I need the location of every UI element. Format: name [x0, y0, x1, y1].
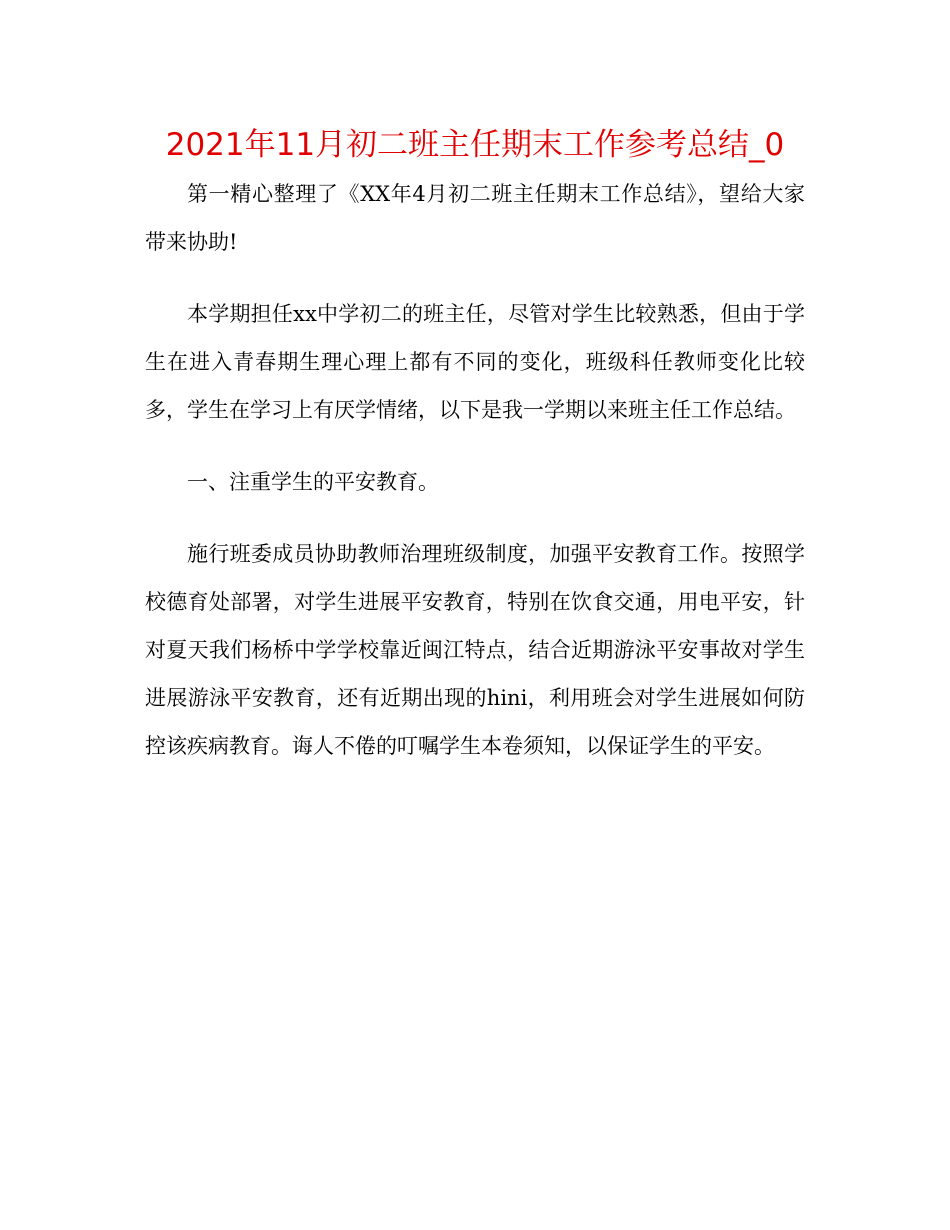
section-heading-safety: 一、注重学生的平安教育。 — [187, 470, 439, 494]
paragraph-intro: 第一精心整理了《XX年4月初二班主任期末工作总结》，望给大家带来协助! — [145, 182, 805, 254]
document-body — [145, 170, 805, 794]
paragraph-safety: 施行班委成员协助教师治理班级制度，加强平安教育工作。按照学校德育处部署，对学生进展平安教育，特别在饮食交通，用电平安，针对夏天我们杨桥中学学校靠近闽江特点，结合近期游泳平安事故对学生进展游泳平安教育，还有近期出现的hini，利用班会对学生进展如何防控该疾病教育。诲人不倦的叮嘱学生本卷须知，以保证学生的平安。 — [145, 542, 805, 758]
document-title: 2021年11月初二班主任期末工作参考总结_0 — [165, 127, 785, 163]
paragraph-overview: 本学期担任xx中学初二的班主任，尽管对学生比较熟悉，但由于学生在进入青春期生理心理上都有不同的变化，班级科任教师变化比较多，学生在学习上有厌学情绪，以下是我一学期以来班主任工作总结。 — [145, 302, 805, 422]
